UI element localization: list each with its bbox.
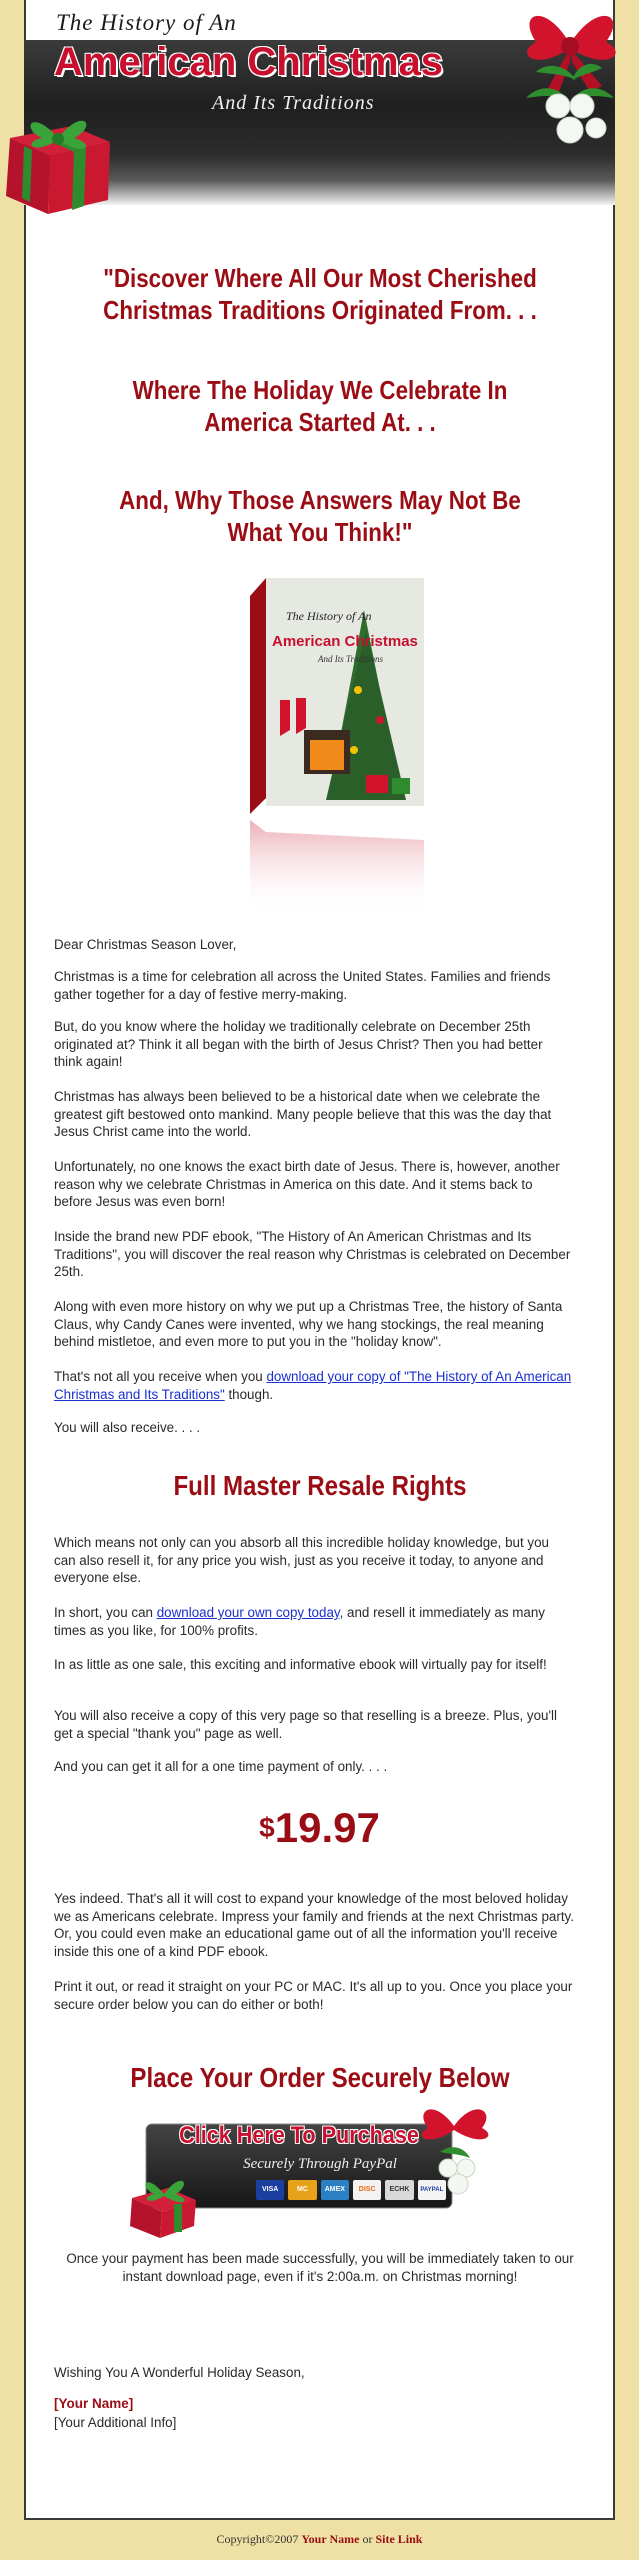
signature-additional-info: [Your Additional Info] [54,2415,177,2430]
discover-card-icon: DISC [353,2180,381,2200]
payment-card-logos [256,2180,446,2200]
paragraph-10-post: , and resell it immediately as many times as you like, for 100% profits. [54,1605,545,1638]
headline-2-line-b: America Started At. . . [204,407,436,437]
greeting-text: Dear Christmas Season Lover, [54,937,237,952]
amex-card-icon: AMEX [321,2180,349,2200]
paragraph-6: Along with even more history on why we put up a Christmas Tree, the history of Santa Claus, why Candy Canes were invented, why we hang stockings, the real meaning behind mistletoe, and even more to put you in the "holiday know". [54,1299,563,1349]
paragraph-8: You will also receive. . . . [54,1420,201,1435]
header-title-line1: The History of An [56,10,237,35]
paragraph-10 [54,1604,574,1639]
headline-3-line-b: What You Think!" [227,517,413,547]
paragraph-14: Yes indeed. That's all it will cost to expand your knowledge of the most beloved holiday we as Americans celebrate. Impress your family and friends at the next Christmas party. Or, you could even make an educational game out of all the information you'll receive inside this one of a kind PDF ebook. [54,1891,574,1959]
christmas-bow-ornament-icon [506,2,634,152]
closing-text: Wishing You A Wonderful Holiday Season, [54,2365,305,2380]
headline-1-line-b: Christmas Traditions Originated From. . . [103,295,537,325]
paragraph-1: Christmas is a time for celebration all across the United States. Families and friends gather together for a day of festive merry-making. [54,969,551,1002]
paragraph-7-pre: That's not all you receive when you [54,1369,267,1384]
headline-3 [79,484,561,548]
purchase-button-label: Click Here To Purchase [179,2122,419,2149]
paragraph-7 [54,1368,574,1403]
paragraph-13: And you can get it all for a one time payment of only. . . . [54,1759,388,1774]
download-copy-link[interactable]: download your copy of "The History of An American Christmas and Its Traditions" [54,1369,572,1402]
headline-3-line-a: And, Why Those Answers May Not Be [119,485,521,515]
mastercard-icon: MC [288,2180,316,2200]
paragraph-5: Inside the brand new PDF ebook, "The History of An American Christmas and Its Traditions", you will discover the real reason why Christmas is celebrated on December 25th. [54,1229,571,1279]
ebook-title-line-a: The History of An [286,609,372,623]
paragraph-15: Print it out, or read it straight on your PC or MAC. It's all up to you. Once you place your secure order below you can do either or both! [54,1979,573,2012]
ebook-title-line-b: American Christmas [272,633,418,650]
header-title-line3: And Its Traditions [212,92,375,114]
footer-site-link[interactable]: Site Link [375,2532,423,2546]
price-value: 19.97 [274,1804,380,1851]
headline-1-line-a: "Discover Where All Our Most Cherished [103,263,537,293]
order-heading: Place Your Order Securely Below [130,2062,510,2093]
headline-1 [79,262,561,326]
visa-card-icon: VISA [256,2180,284,2200]
header-title-line2: American Christmas [54,40,444,84]
download-own-copy-link[interactable]: download your own copy today [156,1605,340,1620]
headline-2-line-a: Where The Holiday We Celebrate In [132,375,508,405]
purchase-button-sublabel: Securely Through PayPal [243,2156,397,2172]
footer-name-link[interactable]: Your Name [301,2532,360,2546]
ebook-title-line-c: And Its Traditions [318,654,384,664]
resale-heading: Full Master Resale Rights [173,1470,467,1501]
paragraph-11: In as little as one sale, this exciting and informative ebook will virtually pay for itself! [54,1657,547,1672]
paragraph-2: But, do you know where the holiday we traditionally celebrate on December 25th originated at? Think it all began with the birth of Jesus Christ? Then you had better think again! [54,1019,543,1069]
purchase-button[interactable] [124,2102,502,2238]
paragraph-3: Christmas has always been believed to be a historical date when we celebrate the greatest gift bestowed onto mankind. Many people believe that this was the day that Jesus Christ came into the world. [54,1089,552,1139]
paragraph-16: Once your payment has been made successfully, you will be immediately taken to our instant download page, even if it's 2:00a.m. on Christmas morning! [66,2251,574,2284]
paragraph-4: Unfortunately, no one knows the exact birth date of Jesus. There is, however, another reason why we celebrate Christmas in America on this date. And it stems back to before Jesus was even born! [54,1159,560,1209]
gift-box-icon [2,98,114,216]
paragraph-7-post: though. [224,1386,274,1402]
paragraph-10-pre: In short, you can [54,1605,157,1620]
signature-name: [Your Name] [54,2396,134,2411]
paragraph-9: Which means not only can you absorb all this incredible holiday knowledge, but you can also resell it, for any price you wish, just as you receive it today, to anyone and everyone else. [54,1535,549,1585]
footer [0,2532,639,2547]
paypal-icon: PAYPAL [418,2180,446,2200]
price-display [0,1804,639,1852]
headline-2 [79,374,561,438]
paragraph-12: You will also receive a copy of this very page so that reselling is a breeze. Plus, you'll get a special "thank you" page as well. [54,1708,557,1741]
ebook-cover-image [246,570,424,916]
footer-or: or [359,2532,376,2546]
price-currency-symbol: $ [259,1812,275,1843]
echeck-icon: ECHK [385,2180,413,2200]
footer-copyright: Copyright©2007 [216,2532,302,2546]
